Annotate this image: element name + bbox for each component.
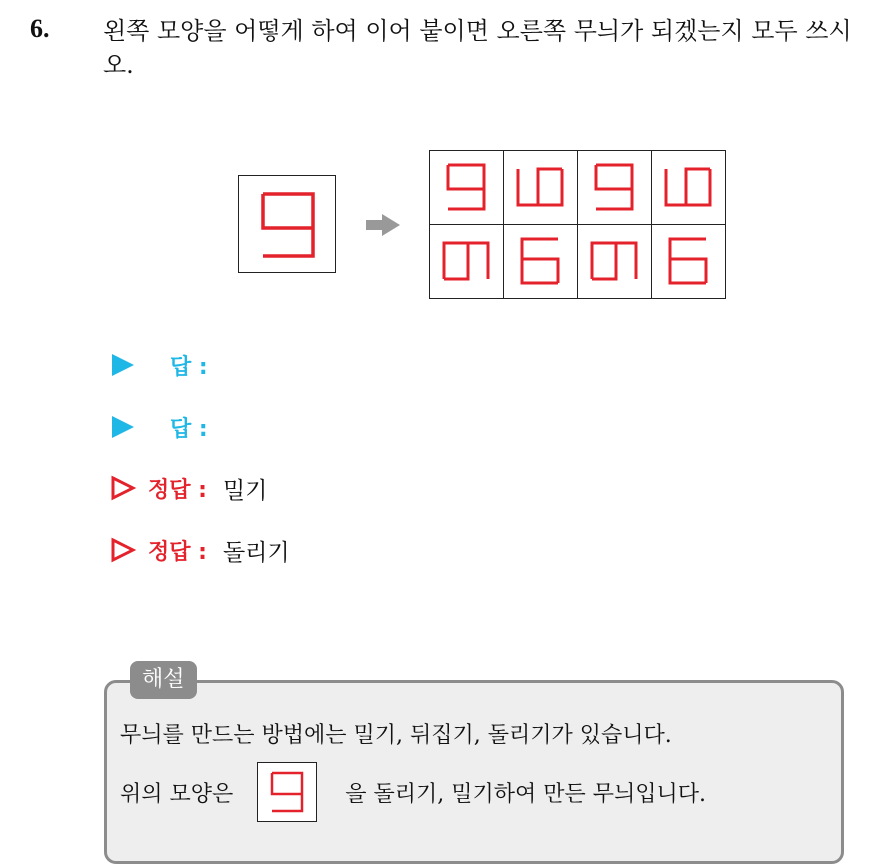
correct-row-2 bbox=[110, 533, 290, 567]
question-number: 6. bbox=[30, 14, 50, 43]
digit-nine-shape-icon bbox=[578, 151, 650, 223]
pattern-cell bbox=[652, 151, 726, 225]
pattern-cell bbox=[578, 151, 652, 225]
pattern-cell bbox=[652, 225, 726, 299]
outline-triangle-icon bbox=[110, 537, 136, 563]
digit-nine-shape-icon bbox=[430, 151, 502, 223]
correct-value: 밀기 bbox=[222, 477, 268, 504]
answer-label: 답 : bbox=[170, 416, 208, 442]
pattern-cell bbox=[578, 225, 652, 299]
correct-label: 정답 : bbox=[148, 539, 207, 565]
explanation-line-2-before: 위의 모양은 bbox=[120, 781, 234, 807]
filled-triangle-icon bbox=[110, 414, 136, 440]
filled-triangle-icon bbox=[110, 352, 136, 378]
inline-shape-box bbox=[257, 762, 317, 822]
digit-nine-shape-icon bbox=[258, 763, 316, 821]
pattern-cell bbox=[430, 151, 504, 225]
question-text: 왼쪽 모양을 어떻게 하여 이어 붙이면 오른쪽 무늬가 되겠는지 모두 쓰시오. bbox=[103, 17, 852, 79]
right-arrow-icon bbox=[366, 214, 400, 236]
outline-triangle-icon bbox=[110, 475, 136, 501]
pattern-cell bbox=[504, 151, 578, 225]
digit-nine-shape-icon bbox=[652, 225, 724, 297]
explanation-tag: 해설 bbox=[130, 661, 197, 699]
correct-value: 돌리기 bbox=[222, 539, 290, 566]
correct-row-1 bbox=[110, 471, 267, 505]
explanation-line-2 bbox=[120, 760, 706, 824]
answer-row-1 bbox=[110, 348, 224, 382]
source-shape-box bbox=[238, 175, 336, 273]
correct-label: 정답 : bbox=[148, 477, 207, 503]
explanation-line-1: 무늬를 만드는 방법에는 밀기, 뒤집기, 돌리기가 있습니다. bbox=[120, 723, 672, 748]
pattern-grid bbox=[429, 150, 726, 299]
explanation-line-2-after: 을 돌리기, 밀기하여 만든 무늬입니다. bbox=[345, 781, 707, 807]
answer-row-2 bbox=[110, 410, 224, 444]
digit-nine-shape-icon bbox=[239, 176, 337, 274]
digit-nine-shape-icon bbox=[504, 225, 576, 297]
answer-label: 답 : bbox=[170, 354, 208, 380]
digit-nine-shape-icon bbox=[504, 151, 576, 223]
pattern-cell bbox=[504, 225, 578, 299]
digit-nine-shape-icon bbox=[578, 225, 650, 297]
pattern-cell bbox=[430, 225, 504, 299]
digit-nine-shape-icon bbox=[430, 225, 502, 297]
digit-nine-shape-icon bbox=[652, 151, 724, 223]
